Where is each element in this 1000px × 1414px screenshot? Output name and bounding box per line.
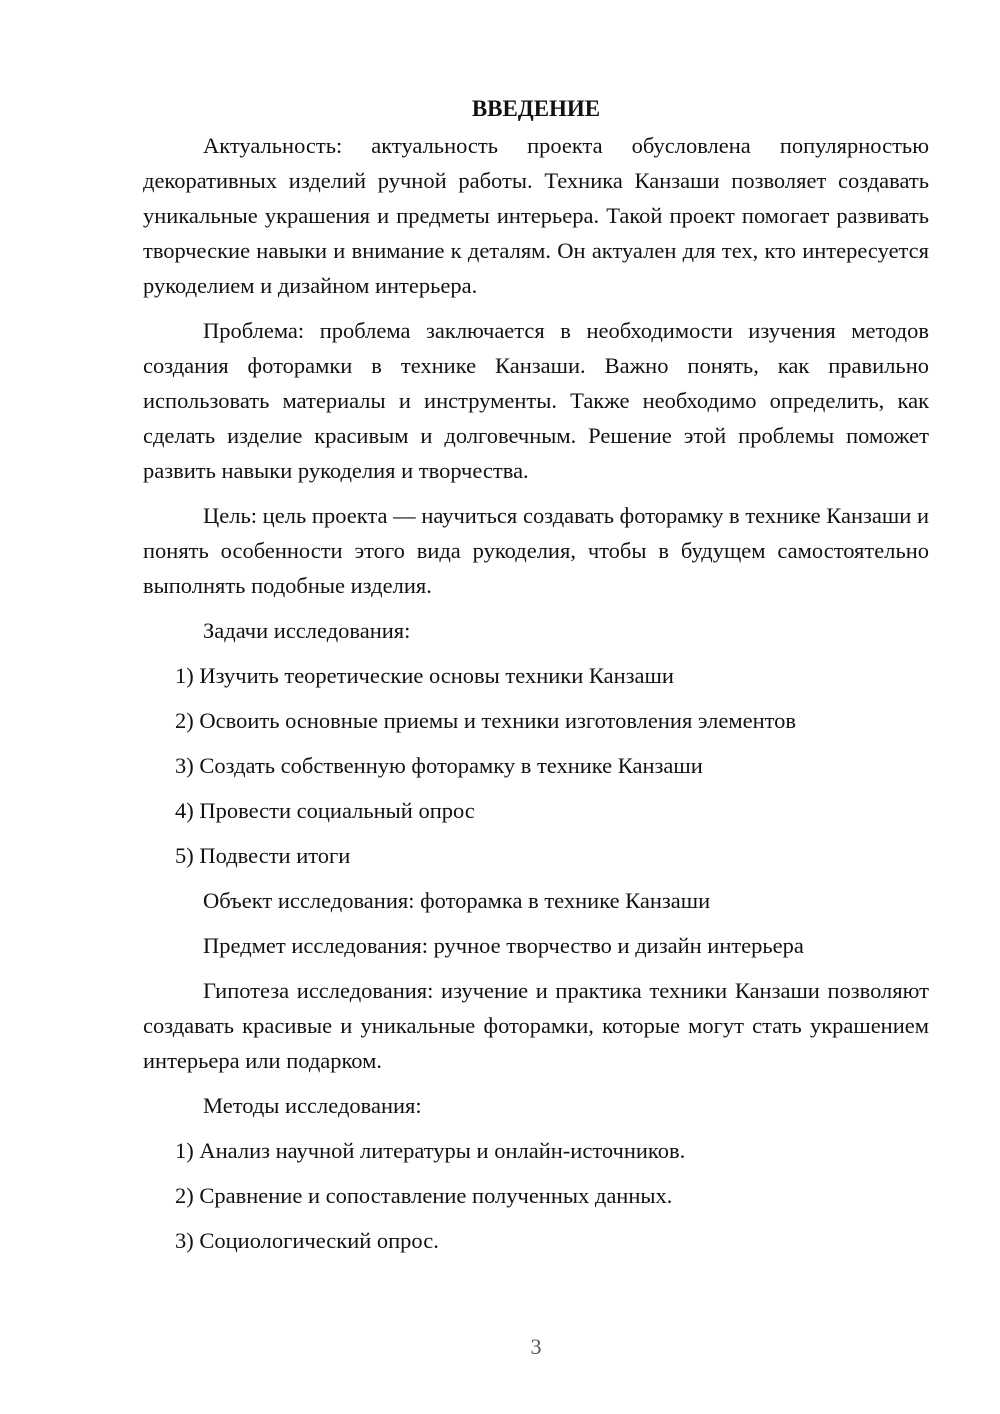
object-paragraph: Объект исследования: фоторамка в технике Канзаши xyxy=(203,888,711,913)
page-title: ВВЕДЕНИЕ xyxy=(471,96,601,121)
list-item: 1) Изучить теоретические основы техники Канзаши xyxy=(175,663,674,688)
problem-paragraph: Проблема: проблема заключается в необходимости изучения методов создания фоторамки в технике Канзаши. Важно понять, как правильно использовать материалы и инструменты. Также необходимо определить, как сделать изделие красивым и долговечным. Решение этой проблемы поможет развить навыки рукоделия и творчества. xyxy=(143,318,929,483)
methods-list xyxy=(143,1133,929,1258)
list-item: 1) Анализ научной литературы и онлайн-источников. xyxy=(175,1138,686,1163)
subject-paragraph: Предмет исследования: ручное творчество и дизайн интерьера xyxy=(203,933,804,958)
list-item: 3) Социологический опрос. xyxy=(175,1228,439,1253)
methods-heading: Методы исследования: xyxy=(203,1093,422,1118)
list-item: 5) Подвести итоги xyxy=(175,843,351,868)
goal-paragraph: Цель: цель проекта — научиться создавать фоторамку в технике Канзаши и понять особенности этого вида рукоделия, чтобы в будущем самостоятельно выполнять подобные изделия. xyxy=(143,503,929,598)
hypothesis-paragraph: Гипотеза исследования: изучение и практика техники Канзаши позволяют создавать красивые и уникальные фоторамки, которые могут стать украшением интерьера или подарком. xyxy=(143,978,929,1073)
list-item: 4) Провести социальный опрос xyxy=(175,798,475,823)
list-item: 3) Создать собственную фоторамку в технике Канзаши xyxy=(175,753,703,778)
relevance-paragraph: Актуальность: актуальность проекта обусловлена популярностью декоративных изделий ручной работы. Техника Канзаши позволяет создавать уникальные украшения и предметы интерьера. Такой проект помогает развивать творческие навыки и внимание к деталям. Он актуален для тех, кто интересуется рукоделием и дизайном интерьера. xyxy=(143,133,929,298)
list-item: 2) Освоить основные приемы и техники изготовления элементов xyxy=(175,708,797,733)
list-item: 2) Сравнение и сопоставление полученных данных. xyxy=(175,1183,673,1208)
tasks-heading: Задачи исследования: xyxy=(203,618,411,643)
page-number: 3 xyxy=(530,1334,542,1359)
tasks-list xyxy=(143,658,929,873)
document-page xyxy=(143,92,929,1268)
